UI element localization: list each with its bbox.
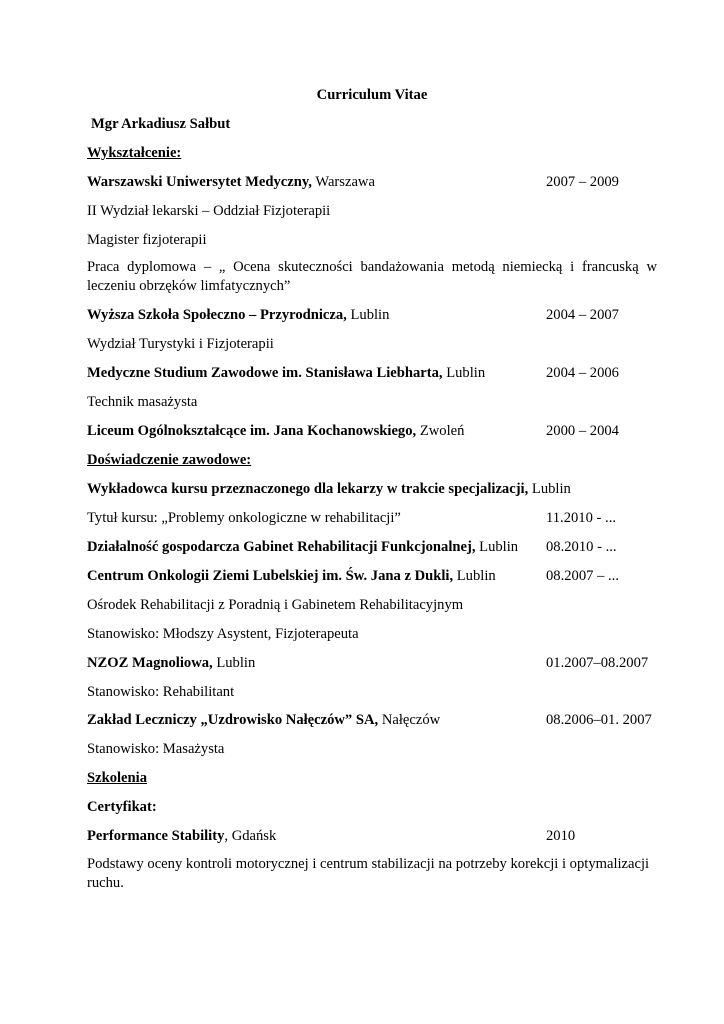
job-org: Centrum Onkologii Ziemi Lubelskiej im. Św. Jana z Dukli,: [87, 568, 454, 584]
training-course-1-description: Podstawy oceny kontroli motorycznej i centrum stabilizacji na potrzeby korekcji i optymalizacji ruchu.: [87, 856, 650, 891]
training-course-1: [87, 828, 276, 845]
education-entry-1-degree: Magister fizjoterapii: [87, 232, 207, 248]
school-city: Zwoleń: [416, 423, 465, 439]
job-org: Zakład Leczniczy „Uzdrowisko Nałęczów” SA,: [87, 712, 379, 728]
course-name: Performance Stability: [87, 828, 225, 844]
education-entry-2: [87, 307, 389, 324]
experience-job-5-dates: 08.2006–01. 2007: [546, 712, 652, 728]
experience-job-3-unit: Ośrodek Rehabilitacji z Poradnią i Gabinetem Rehabilitacyjnym: [87, 597, 464, 613]
education-entry-4: [87, 423, 464, 440]
school-city: Warszawa: [311, 174, 375, 190]
training-subheading: Certyfikat:: [87, 799, 157, 815]
job-city: Lublin: [475, 539, 519, 555]
education-entry-2-dates: 2004 – 2007: [546, 307, 619, 323]
education-entry-1: [87, 174, 375, 191]
training-course-1-dates: 2010: [546, 828, 576, 844]
education-heading: Wykształcenie:: [87, 145, 182, 161]
experience-job-4: [87, 655, 255, 672]
school-name: Liceum Ogólnokształcące im. Jana Kochanowskiego,: [87, 423, 417, 439]
job-city: Lublin: [212, 655, 256, 671]
experience-job-3: [87, 568, 496, 585]
course-city: , Gdańsk: [224, 828, 277, 844]
job-org: NZOZ Magnoliowa,: [87, 655, 213, 671]
experience-job-2-dates: 08.2010 - ...: [546, 539, 617, 555]
experience-job-3-position: Stanowisko: Młodszy Asystent, Fizjoterapeuta: [87, 626, 359, 642]
experience-job-3-dates: 08.2007 – ...: [546, 568, 619, 584]
school-name: Wyższa Szkoła Społeczno – Przyrodnicza,: [87, 307, 347, 323]
job-org: Działalność gospodarcza Gabinet Rehabilitacji Funkcjonalnej,: [87, 539, 476, 555]
person-name: Mgr Arkadiusz Sałbut: [91, 116, 231, 132]
job-city: Lublin: [528, 481, 571, 497]
experience-job-4-dates: 01.2007–08.2007: [546, 655, 649, 671]
job-org: Wykładowca kursu przeznaczonego dla lekarzy w trakcie specjalizacji,: [87, 481, 529, 497]
education-entry-3-title: Technik masażysta: [87, 394, 198, 410]
education-entry-1-thesis: Praca dyplomowa – „ Ocena skuteczności bandażowania metodą niemiecką i francuską w leczeniu obrzęków limfatycznych”: [87, 259, 657, 294]
training-heading: Szkolenia: [87, 770, 148, 786]
school-name: Warszawski Uniwersytet Medyczny,: [87, 174, 312, 190]
job-city: Nałęczów: [378, 712, 441, 728]
document-title: Curriculum Vitae: [316, 87, 428, 103]
experience-job-4-position: Stanowisko: Rehabilitant: [87, 684, 235, 700]
experience-job-2: [87, 539, 518, 556]
education-entry-3-dates: 2004 – 2006: [546, 365, 619, 381]
education-entry-1-dates: 2007 – 2009: [546, 174, 619, 190]
experience-job-1: [87, 481, 571, 498]
school-city: Lublin: [442, 365, 486, 381]
school-name: Medyczne Studium Zawodowe im. Stanisława Liebharta,: [87, 365, 443, 381]
education-entry-2-faculty: Wydział Turystyki i Fizjoterapii: [87, 336, 274, 352]
education-entry-4-dates: 2000 – 2004: [546, 423, 619, 439]
experience-job-5: [87, 712, 440, 729]
experience-job-1-course: Tytuł kursu: „Problemy onkologiczne w rehabilitacji”: [87, 510, 401, 526]
school-city: Lublin: [346, 307, 390, 323]
experience-heading: Doświadczenie zawodowe:: [87, 452, 252, 468]
experience-job-5-position: Stanowisko: Masażysta: [87, 741, 225, 757]
experience-job-1-dates: 11.2010 - ...: [546, 510, 616, 526]
job-city: Lublin: [453, 568, 496, 584]
education-entry-1-faculty: II Wydział lekarski – Oddział Fizjoterapii: [87, 203, 331, 219]
education-entry-3: [87, 365, 485, 382]
